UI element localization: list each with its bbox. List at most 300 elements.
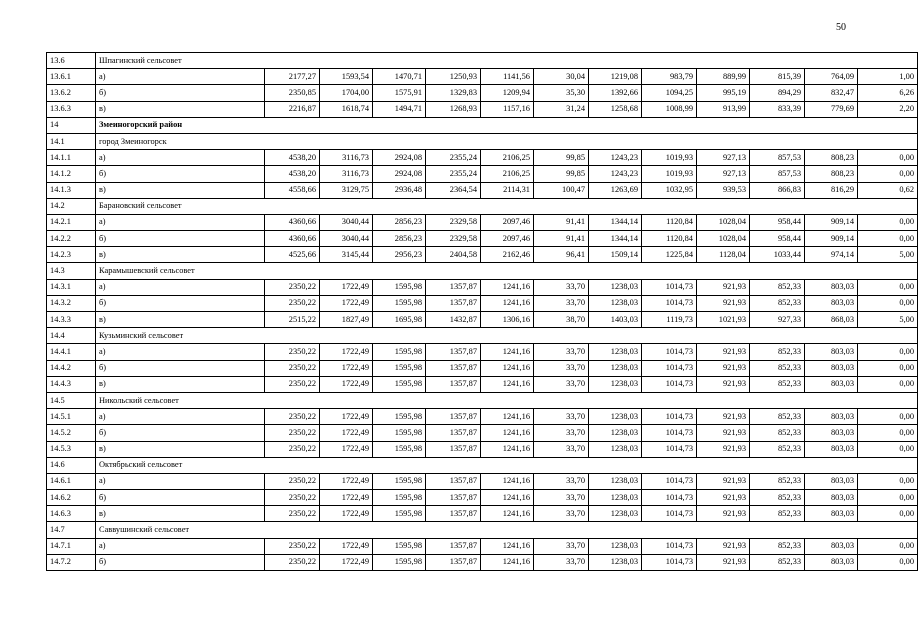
value-cell: 1250,93 bbox=[426, 69, 481, 85]
value-cell: 1014,73 bbox=[642, 490, 697, 506]
value-cell: 1238,03 bbox=[589, 344, 642, 360]
value-cell: 1014,73 bbox=[642, 376, 697, 392]
row-code: 14.1.1 bbox=[47, 150, 96, 166]
value-cell: 1827,49 bbox=[320, 312, 373, 328]
value-cell: 1470,71 bbox=[373, 69, 426, 85]
row-label: в) bbox=[96, 182, 265, 198]
section-row bbox=[47, 522, 918, 538]
value-cell: 0,00 bbox=[858, 425, 918, 441]
value-cell: 4558,66 bbox=[265, 182, 320, 198]
value-cell: 1704,00 bbox=[320, 85, 373, 101]
row-code: 13.6.3 bbox=[47, 101, 96, 117]
value-cell: 803,03 bbox=[805, 506, 858, 522]
value-cell: 3145,44 bbox=[320, 247, 373, 263]
value-cell: 4525,66 bbox=[265, 247, 320, 263]
value-cell: 1014,73 bbox=[642, 538, 697, 554]
value-cell: 1014,73 bbox=[642, 279, 697, 295]
value-cell: 921,93 bbox=[697, 441, 750, 457]
value-cell: 921,93 bbox=[697, 360, 750, 376]
row-code: 14 bbox=[47, 117, 96, 133]
value-cell: 1021,93 bbox=[697, 312, 750, 328]
value-cell: 1225,84 bbox=[642, 247, 697, 263]
value-cell: 1241,16 bbox=[481, 360, 534, 376]
value-cell: 1344,14 bbox=[589, 214, 642, 230]
value-cell: 852,33 bbox=[750, 538, 805, 554]
value-cell: 1595,98 bbox=[373, 506, 426, 522]
value-cell: 0,00 bbox=[858, 409, 918, 425]
section-title: Кузьминский сельсовет bbox=[96, 328, 918, 344]
value-cell: 3040,44 bbox=[320, 231, 373, 247]
value-cell: 1241,16 bbox=[481, 295, 534, 311]
value-cell: 974,14 bbox=[805, 247, 858, 263]
row-code: 14.7.1 bbox=[47, 538, 96, 554]
value-cell: 1243,23 bbox=[589, 150, 642, 166]
row-code: 14.6 bbox=[47, 457, 96, 473]
row-code: 14.2.1 bbox=[47, 214, 96, 230]
value-cell: 866,83 bbox=[750, 182, 805, 198]
value-cell: 1595,98 bbox=[373, 279, 426, 295]
value-cell: 33,70 bbox=[534, 344, 589, 360]
value-cell: 91,41 bbox=[534, 231, 589, 247]
value-cell: 808,23 bbox=[805, 150, 858, 166]
value-cell: 33,70 bbox=[534, 473, 589, 489]
value-cell: 803,03 bbox=[805, 473, 858, 489]
row-code: 14.6.1 bbox=[47, 473, 96, 489]
value-cell: 2216,87 bbox=[265, 101, 320, 117]
value-cell: 1014,73 bbox=[642, 441, 697, 457]
value-cell: 1241,16 bbox=[481, 441, 534, 457]
table-row bbox=[47, 182, 918, 198]
table-row bbox=[47, 441, 918, 457]
table-row bbox=[47, 376, 918, 392]
value-cell: 2355,24 bbox=[426, 166, 481, 182]
value-cell: 1014,73 bbox=[642, 425, 697, 441]
value-cell: 1722,49 bbox=[320, 295, 373, 311]
value-cell: 803,03 bbox=[805, 441, 858, 457]
value-cell: 921,93 bbox=[697, 344, 750, 360]
value-cell: 1241,16 bbox=[481, 506, 534, 522]
value-cell: 2350,85 bbox=[265, 85, 320, 101]
value-cell: 0,00 bbox=[858, 554, 918, 570]
value-cell: 1119,73 bbox=[642, 312, 697, 328]
row-code: 14.3.3 bbox=[47, 312, 96, 328]
value-cell: 31,24 bbox=[534, 101, 589, 117]
value-cell: 2956,23 bbox=[373, 247, 426, 263]
value-cell: 0,00 bbox=[858, 441, 918, 457]
section-row bbox=[47, 328, 918, 344]
value-cell: 833,39 bbox=[750, 101, 805, 117]
value-cell: 33,70 bbox=[534, 441, 589, 457]
value-cell: 0,00 bbox=[858, 214, 918, 230]
row-label: а) bbox=[96, 150, 265, 166]
value-cell: 852,33 bbox=[750, 554, 805, 570]
value-cell: 2350,22 bbox=[265, 360, 320, 376]
value-cell: 1120,84 bbox=[642, 214, 697, 230]
value-cell: 852,33 bbox=[750, 473, 805, 489]
value-cell: 1014,73 bbox=[642, 360, 697, 376]
value-cell: 5,00 bbox=[858, 312, 918, 328]
value-cell: 2856,23 bbox=[373, 231, 426, 247]
value-cell: 2936,48 bbox=[373, 182, 426, 198]
value-cell: 0,00 bbox=[858, 166, 918, 182]
value-cell: 1392,66 bbox=[589, 85, 642, 101]
value-cell: 803,03 bbox=[805, 279, 858, 295]
value-cell: 1241,16 bbox=[481, 409, 534, 425]
row-code: 14.1 bbox=[47, 133, 96, 149]
table-row bbox=[47, 166, 918, 182]
value-cell: 868,03 bbox=[805, 312, 858, 328]
value-cell: 2097,46 bbox=[481, 231, 534, 247]
value-cell: 803,03 bbox=[805, 295, 858, 311]
value-cell: 1595,98 bbox=[373, 538, 426, 554]
value-cell: 1722,49 bbox=[320, 279, 373, 295]
value-cell: 2404,58 bbox=[426, 247, 481, 263]
value-cell: 1722,49 bbox=[320, 538, 373, 554]
value-cell: 1722,49 bbox=[320, 360, 373, 376]
value-cell: 2350,22 bbox=[265, 473, 320, 489]
row-label: в) bbox=[96, 506, 265, 522]
value-cell: 30,04 bbox=[534, 69, 589, 85]
row-code: 14.2.2 bbox=[47, 231, 96, 247]
value-cell: 1344,14 bbox=[589, 231, 642, 247]
value-cell: 0,00 bbox=[858, 490, 918, 506]
value-cell: 921,93 bbox=[697, 473, 750, 489]
value-cell: 35,30 bbox=[534, 85, 589, 101]
value-cell: 3116,73 bbox=[320, 166, 373, 182]
row-label: б) bbox=[96, 425, 265, 441]
value-cell: 1595,98 bbox=[373, 360, 426, 376]
row-code: 14.5.3 bbox=[47, 441, 96, 457]
value-cell: 2350,22 bbox=[265, 441, 320, 457]
value-cell: 2350,22 bbox=[265, 376, 320, 392]
district-row bbox=[47, 117, 918, 133]
table-row bbox=[47, 506, 918, 522]
value-cell: 0,00 bbox=[858, 231, 918, 247]
section-row bbox=[47, 263, 918, 279]
value-cell: 1722,49 bbox=[320, 441, 373, 457]
value-cell: 33,70 bbox=[534, 538, 589, 554]
row-label: а) bbox=[96, 344, 265, 360]
value-cell: 0,00 bbox=[858, 295, 918, 311]
value-cell: 852,33 bbox=[750, 344, 805, 360]
value-cell: 1241,16 bbox=[481, 538, 534, 554]
value-cell: 1014,73 bbox=[642, 295, 697, 311]
section-title: Барановский сельсовет bbox=[96, 198, 918, 214]
value-cell: 1306,16 bbox=[481, 312, 534, 328]
value-cell: 1014,73 bbox=[642, 473, 697, 489]
value-cell: 803,03 bbox=[805, 409, 858, 425]
section-row bbox=[47, 133, 918, 149]
value-cell: 1509,14 bbox=[589, 247, 642, 263]
table-row bbox=[47, 312, 918, 328]
value-cell: 921,93 bbox=[697, 554, 750, 570]
value-cell: 1014,73 bbox=[642, 409, 697, 425]
value-cell: 1014,73 bbox=[642, 344, 697, 360]
row-label: б) bbox=[96, 295, 265, 311]
value-cell: 33,70 bbox=[534, 490, 589, 506]
row-code: 14.6.2 bbox=[47, 490, 96, 506]
value-cell: 1157,16 bbox=[481, 101, 534, 117]
value-cell: 6,26 bbox=[858, 85, 918, 101]
row-code: 13.6.2 bbox=[47, 85, 96, 101]
value-cell: 1241,16 bbox=[481, 490, 534, 506]
value-cell: 803,03 bbox=[805, 360, 858, 376]
value-cell: 1028,04 bbox=[697, 214, 750, 230]
table-row bbox=[47, 214, 918, 230]
value-cell: 803,03 bbox=[805, 554, 858, 570]
value-cell: 1357,87 bbox=[426, 490, 481, 506]
value-cell: 921,93 bbox=[697, 538, 750, 554]
value-cell: 852,33 bbox=[750, 409, 805, 425]
value-cell: 33,70 bbox=[534, 360, 589, 376]
row-label: а) bbox=[96, 409, 265, 425]
value-cell: 1722,49 bbox=[320, 376, 373, 392]
value-cell: 1357,87 bbox=[426, 441, 481, 457]
value-cell: 852,33 bbox=[750, 506, 805, 522]
value-cell: 921,93 bbox=[697, 279, 750, 295]
row-code: 14.1.2 bbox=[47, 166, 96, 182]
value-cell: 2177,27 bbox=[265, 69, 320, 85]
value-cell: 852,33 bbox=[750, 490, 805, 506]
row-label: б) bbox=[96, 166, 265, 182]
value-cell: 1575,91 bbox=[373, 85, 426, 101]
value-cell: 1722,49 bbox=[320, 473, 373, 489]
value-cell: 927,33 bbox=[750, 312, 805, 328]
value-cell: 2162,46 bbox=[481, 247, 534, 263]
value-cell: 803,03 bbox=[805, 344, 858, 360]
value-cell: 2350,22 bbox=[265, 538, 320, 554]
value-cell: 1403,03 bbox=[589, 312, 642, 328]
row-code: 14.4 bbox=[47, 328, 96, 344]
section-title: Саввушинский сельсовет bbox=[96, 522, 918, 538]
value-cell: 816,29 bbox=[805, 182, 858, 198]
value-cell: 33,70 bbox=[534, 295, 589, 311]
value-cell: 852,33 bbox=[750, 295, 805, 311]
table-row bbox=[47, 279, 918, 295]
value-cell: 3040,44 bbox=[320, 214, 373, 230]
row-label: б) bbox=[96, 85, 265, 101]
table-row bbox=[47, 538, 918, 554]
value-cell: 4360,66 bbox=[265, 214, 320, 230]
value-cell: 1008,99 bbox=[642, 101, 697, 117]
row-code: 14.5.1 bbox=[47, 409, 96, 425]
value-cell: 1268,93 bbox=[426, 101, 481, 117]
row-label: в) bbox=[96, 441, 265, 457]
value-cell: 2114,31 bbox=[481, 182, 534, 198]
value-cell: 1238,03 bbox=[589, 279, 642, 295]
value-cell: 1357,87 bbox=[426, 425, 481, 441]
value-cell: 0,62 bbox=[858, 182, 918, 198]
value-cell: 1019,93 bbox=[642, 166, 697, 182]
value-cell: 1329,83 bbox=[426, 85, 481, 101]
section-row bbox=[47, 53, 918, 69]
value-cell: 909,14 bbox=[805, 214, 858, 230]
value-cell: 2350,22 bbox=[265, 344, 320, 360]
value-cell: 1238,03 bbox=[589, 490, 642, 506]
row-code: 14.4.3 bbox=[47, 376, 96, 392]
value-cell: 779,69 bbox=[805, 101, 858, 117]
value-cell: 1033,44 bbox=[750, 247, 805, 263]
value-cell: 1595,98 bbox=[373, 473, 426, 489]
value-cell: 1722,49 bbox=[320, 490, 373, 506]
table-row bbox=[47, 101, 918, 117]
value-cell: 2350,22 bbox=[265, 506, 320, 522]
table-row bbox=[47, 473, 918, 489]
value-cell: 1357,87 bbox=[426, 506, 481, 522]
value-cell: 33,70 bbox=[534, 425, 589, 441]
value-cell: 852,33 bbox=[750, 360, 805, 376]
value-cell: 857,53 bbox=[750, 166, 805, 182]
value-cell: 1238,03 bbox=[589, 554, 642, 570]
value-cell: 33,70 bbox=[534, 506, 589, 522]
value-cell: 2355,24 bbox=[426, 150, 481, 166]
value-cell: 832,47 bbox=[805, 85, 858, 101]
value-cell: 2924,08 bbox=[373, 150, 426, 166]
value-cell: 1241,16 bbox=[481, 344, 534, 360]
value-cell: 1618,74 bbox=[320, 101, 373, 117]
value-cell: 909,14 bbox=[805, 231, 858, 247]
value-cell: 1357,87 bbox=[426, 409, 481, 425]
value-cell: 857,53 bbox=[750, 150, 805, 166]
row-label: а) bbox=[96, 538, 265, 554]
row-code: 13.6.1 bbox=[47, 69, 96, 85]
row-label: б) bbox=[96, 554, 265, 570]
value-cell: 921,93 bbox=[697, 490, 750, 506]
value-cell: 894,29 bbox=[750, 85, 805, 101]
row-label: в) bbox=[96, 312, 265, 328]
value-cell: 1357,87 bbox=[426, 295, 481, 311]
value-cell: 2350,22 bbox=[265, 295, 320, 311]
row-code: 14.1.3 bbox=[47, 182, 96, 198]
page-number: 50 bbox=[836, 22, 846, 33]
value-cell: 921,93 bbox=[697, 295, 750, 311]
value-cell: 2350,22 bbox=[265, 279, 320, 295]
row-code: 14.4.1 bbox=[47, 344, 96, 360]
value-cell: 91,41 bbox=[534, 214, 589, 230]
value-cell: 1209,94 bbox=[481, 85, 534, 101]
value-cell: 1241,16 bbox=[481, 425, 534, 441]
value-cell: 1241,16 bbox=[481, 376, 534, 392]
value-cell: 2,20 bbox=[858, 101, 918, 117]
value-cell: 803,03 bbox=[805, 425, 858, 441]
value-cell: 1595,98 bbox=[373, 409, 426, 425]
value-cell: 1357,87 bbox=[426, 344, 481, 360]
row-label: а) bbox=[96, 214, 265, 230]
row-code: 14.5.2 bbox=[47, 425, 96, 441]
value-cell: 1,00 bbox=[858, 69, 918, 85]
value-cell: 852,33 bbox=[750, 279, 805, 295]
section-row bbox=[47, 198, 918, 214]
value-cell: 5,00 bbox=[858, 247, 918, 263]
value-cell: 1238,03 bbox=[589, 360, 642, 376]
row-code: 13.6 bbox=[47, 53, 96, 69]
value-cell: 1494,71 bbox=[373, 101, 426, 117]
value-cell: 1243,23 bbox=[589, 166, 642, 182]
value-cell: 1014,73 bbox=[642, 554, 697, 570]
value-cell: 1357,87 bbox=[426, 554, 481, 570]
value-cell: 1241,16 bbox=[481, 279, 534, 295]
value-cell: 958,44 bbox=[750, 231, 805, 247]
value-cell: 0,00 bbox=[858, 344, 918, 360]
row-code: 14.5 bbox=[47, 392, 96, 408]
value-cell: 1238,03 bbox=[589, 538, 642, 554]
value-cell: 852,33 bbox=[750, 441, 805, 457]
row-label: б) bbox=[96, 231, 265, 247]
value-cell: 1241,16 bbox=[481, 554, 534, 570]
table-row bbox=[47, 231, 918, 247]
value-cell: 2097,46 bbox=[481, 214, 534, 230]
value-cell: 1258,68 bbox=[589, 101, 642, 117]
value-cell: 2350,22 bbox=[265, 425, 320, 441]
value-cell: 921,93 bbox=[697, 425, 750, 441]
value-cell: 0,00 bbox=[858, 360, 918, 376]
value-cell: 2515,22 bbox=[265, 312, 320, 328]
value-cell: 96,41 bbox=[534, 247, 589, 263]
value-cell: 803,03 bbox=[805, 538, 858, 554]
value-cell: 1238,03 bbox=[589, 473, 642, 489]
value-cell: 764,09 bbox=[805, 69, 858, 85]
district-title: Змеиногорский район bbox=[96, 117, 918, 133]
section-row bbox=[47, 457, 918, 473]
value-cell: 2350,22 bbox=[265, 490, 320, 506]
value-cell: 1595,98 bbox=[373, 554, 426, 570]
value-cell: 33,70 bbox=[534, 409, 589, 425]
value-cell: 4538,20 bbox=[265, 150, 320, 166]
value-cell: 913,99 bbox=[697, 101, 750, 117]
row-code: 14.2 bbox=[47, 198, 96, 214]
value-cell: 1722,49 bbox=[320, 506, 373, 522]
row-code: 14.3 bbox=[47, 263, 96, 279]
value-cell: 4360,66 bbox=[265, 231, 320, 247]
value-cell: 1595,98 bbox=[373, 295, 426, 311]
row-label: а) bbox=[96, 69, 265, 85]
value-cell: 1722,49 bbox=[320, 425, 373, 441]
table-row bbox=[47, 247, 918, 263]
value-cell: 2329,58 bbox=[426, 231, 481, 247]
value-cell: 939,53 bbox=[697, 182, 750, 198]
value-cell: 4538,20 bbox=[265, 166, 320, 182]
value-cell: 852,33 bbox=[750, 425, 805, 441]
value-cell: 1128,04 bbox=[697, 247, 750, 263]
value-cell: 921,93 bbox=[697, 376, 750, 392]
value-cell: 0,00 bbox=[858, 376, 918, 392]
row-code: 14.6.3 bbox=[47, 506, 96, 522]
table-row bbox=[47, 150, 918, 166]
section-title: Карамышевский сельсовет bbox=[96, 263, 918, 279]
table-body bbox=[47, 53, 918, 571]
value-cell: 1357,87 bbox=[426, 538, 481, 554]
value-cell: 1595,98 bbox=[373, 376, 426, 392]
value-cell: 33,70 bbox=[534, 279, 589, 295]
value-cell: 0,00 bbox=[858, 506, 918, 522]
value-cell: 1019,93 bbox=[642, 150, 697, 166]
value-cell: 1028,04 bbox=[697, 231, 750, 247]
row-label: б) bbox=[96, 490, 265, 506]
row-code: 14.3.2 bbox=[47, 295, 96, 311]
value-cell: 0,00 bbox=[858, 150, 918, 166]
value-cell: 1238,03 bbox=[589, 376, 642, 392]
value-cell: 0,00 bbox=[858, 279, 918, 295]
value-cell: 995,19 bbox=[697, 85, 750, 101]
section-title: город Змеиногорск bbox=[96, 133, 918, 149]
value-cell: 2106,25 bbox=[481, 166, 534, 182]
value-cell: 33,70 bbox=[534, 554, 589, 570]
row-code: 14.7.2 bbox=[47, 554, 96, 570]
value-cell: 2924,08 bbox=[373, 166, 426, 182]
value-cell: 1595,98 bbox=[373, 490, 426, 506]
value-cell: 889,99 bbox=[697, 69, 750, 85]
value-cell: 1238,03 bbox=[589, 425, 642, 441]
